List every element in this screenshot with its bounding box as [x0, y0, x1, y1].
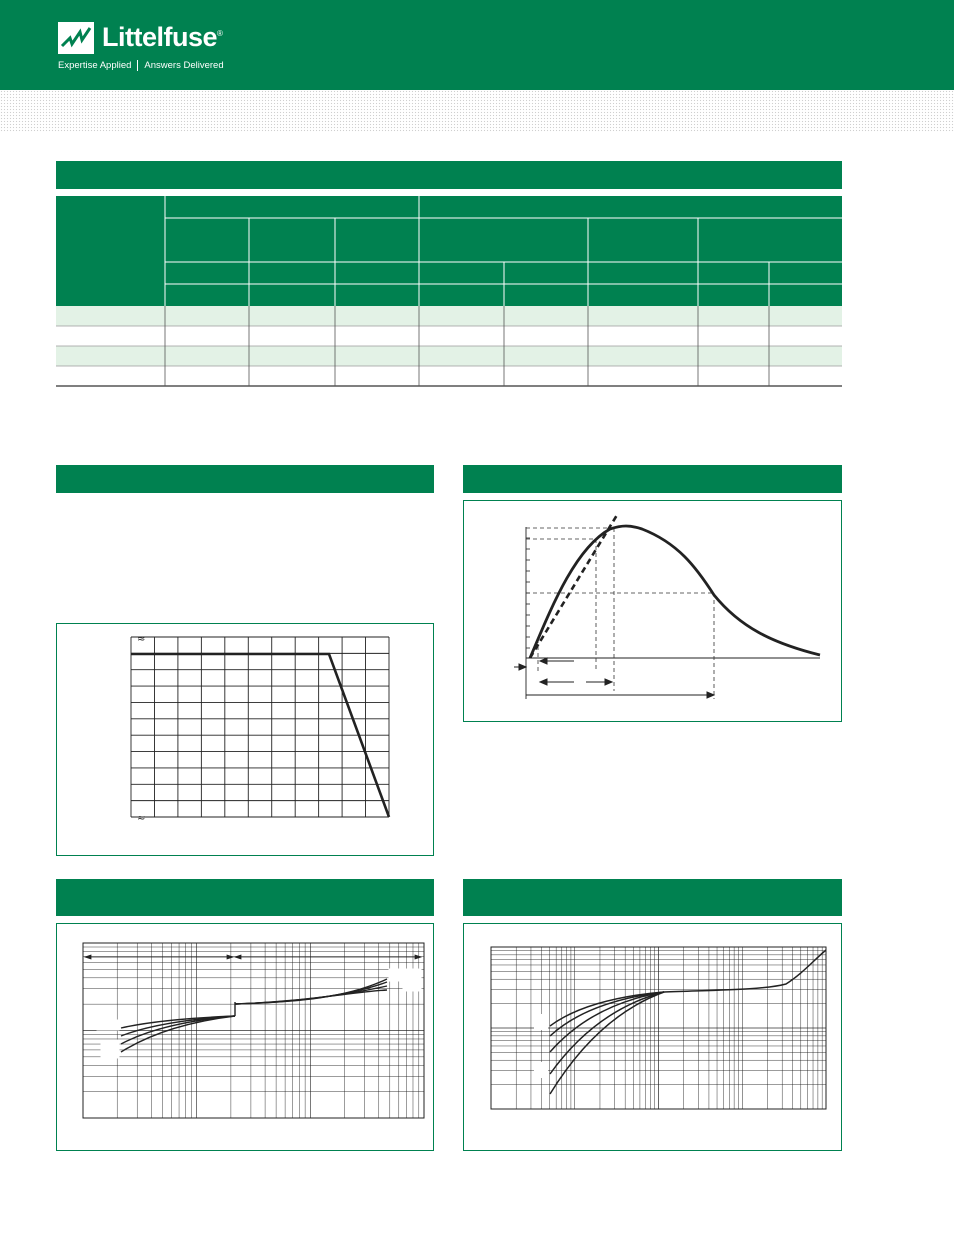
table-title-bar — [56, 161, 842, 189]
littelfuse-logo-icon — [58, 22, 94, 54]
derating-title-bar — [56, 465, 434, 493]
header-dot-pattern — [0, 90, 954, 132]
derating-curve-chart — [57, 624, 433, 855]
chart4-panel — [463, 923, 842, 1151]
pulse-waveform-chart — [464, 501, 841, 721]
pulse-waveform-title-bar — [463, 465, 842, 493]
page-header — [0, 0, 954, 90]
chart4-log-chart — [464, 924, 841, 1150]
svg-text:≈: ≈ — [137, 813, 146, 824]
derating-curve-panel — [56, 623, 434, 856]
electrical-characteristics-table — [56, 196, 842, 388]
chart3-title-bar — [56, 879, 434, 916]
svg-text:≈: ≈ — [137, 634, 146, 645]
pulse-waveform-panel — [463, 500, 842, 722]
chart4-title-bar — [463, 879, 842, 916]
chart3-panel — [56, 923, 434, 1151]
brand-name: Littelfuse® — [102, 22, 223, 52]
brand-tagline: Expertise Applied Answers Delivered — [58, 60, 224, 72]
chart3-log-chart — [57, 924, 433, 1150]
